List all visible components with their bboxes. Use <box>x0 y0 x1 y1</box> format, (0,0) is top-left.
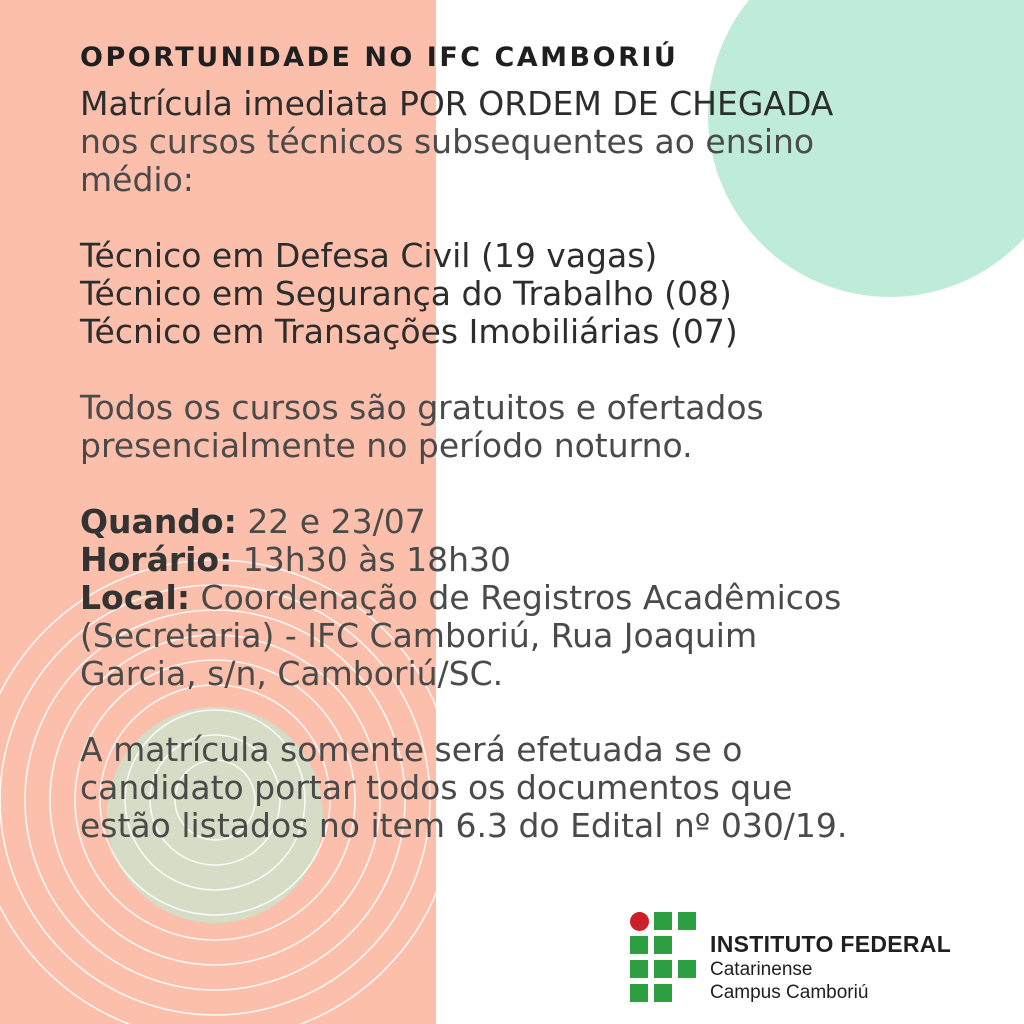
intro-line-1 <box>80 85 980 123</box>
course-item: Técnico em Defesa Civil (19 vagas) <box>80 236 658 275</box>
info-line-1: Todos os cursos são gratuitos e ofertados <box>80 388 764 427</box>
notice-line-1: A matrícula somente será efetuada se o <box>80 730 743 769</box>
course-item: Técnico em Transações Imobiliárias (07) <box>80 312 738 351</box>
notice-line-2: candidato portar todos os documentos que <box>80 768 793 807</box>
time-row <box>80 541 980 579</box>
logo-red-dot <box>630 912 649 931</box>
intro-part-1: Matrícula imediata <box>80 84 389 123</box>
logo-mark-icon <box>630 912 700 1002</box>
logo-subtitle-2: Campus Camboriú <box>710 982 869 1003</box>
intro-part-2: POR ORDEM DE CHEGADA <box>398 84 834 123</box>
time-label: Horário: <box>80 540 233 579</box>
logo-subtitle-1: Catarinense <box>710 959 813 980</box>
flyer-content <box>80 42 980 845</box>
place-label: Local: <box>80 578 191 617</box>
place-value-line-1: Coordenação de Registros Acadêmicos <box>200 578 842 617</box>
intro-line-2: nos cursos técnicos subsequentes ao ensino <box>80 122 815 161</box>
intro-line-3: médio: <box>80 160 194 199</box>
headline: OPORTUNIDADE NO IFC CAMBORIÚ <box>80 42 679 73</box>
place-row <box>80 579 980 617</box>
when-label: Quando: <box>80 502 237 541</box>
logo-text <box>710 930 951 1004</box>
info-line-2: presencialmente no período noturno. <box>80 426 693 465</box>
notice-line-3: estão listados no item 6.3 do Edital nº 030/19. <box>80 806 848 845</box>
when-row <box>80 503 980 541</box>
course-item: Técnico em Segurança do Trabalho (08) <box>80 274 732 313</box>
place-value-line-3: Garcia, s/n, Camboriú/SC. <box>80 654 504 693</box>
logo-title: INSTITUTO FEDERAL <box>710 931 952 957</box>
time-value: 13h30 às 18h30 <box>242 540 511 579</box>
place-value-line-2: (Secretaria) - IFC Camboriú, Rua Joaquim <box>80 616 758 655</box>
when-value: 22 e 23/07 <box>247 502 426 541</box>
